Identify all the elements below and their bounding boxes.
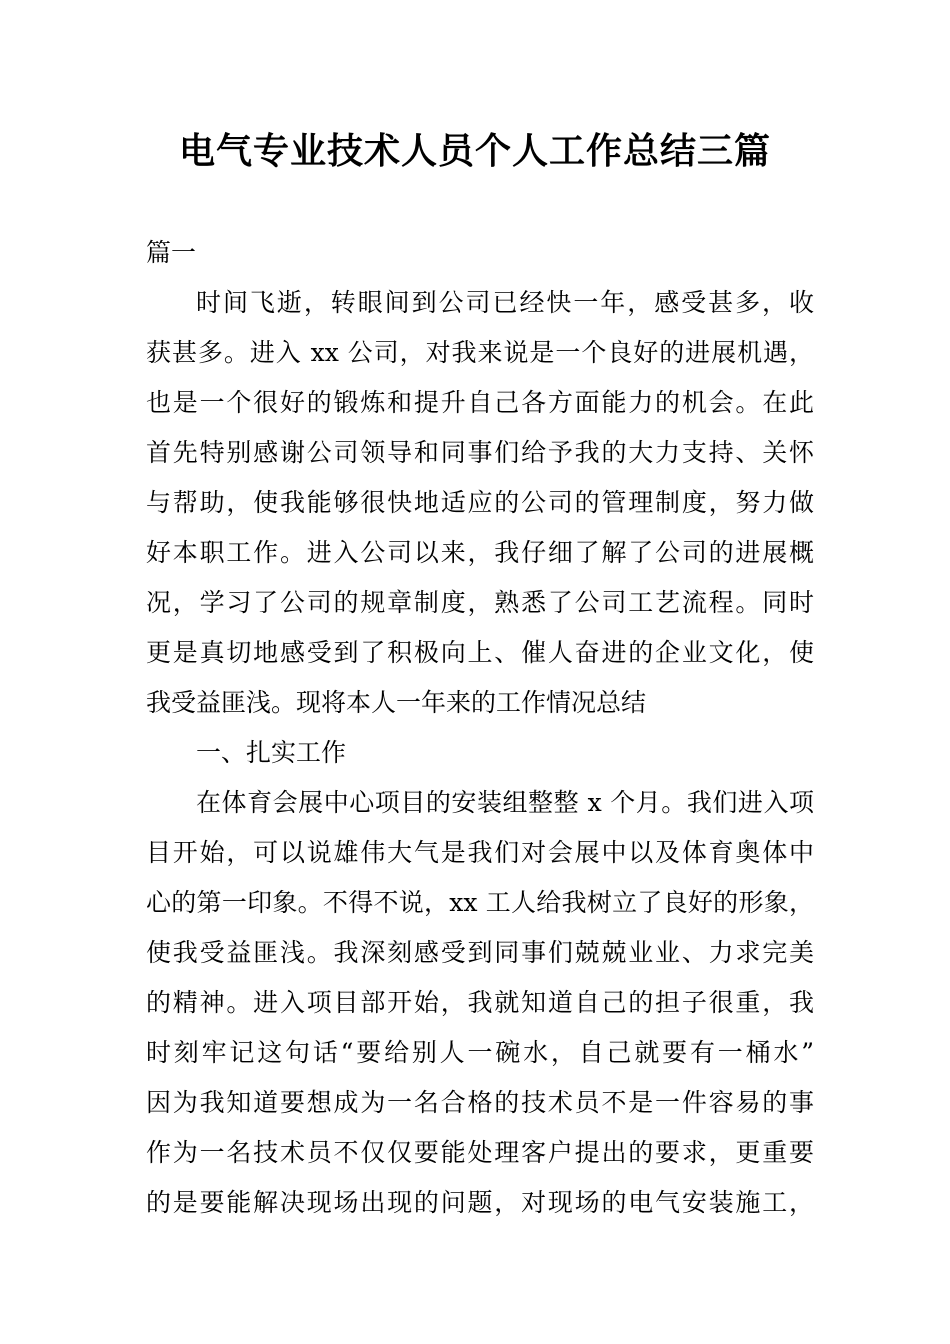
paragraph-line: 获甚多。进入 xx 公司，对我来说是一个良好的进展机遇， [146,338,814,367]
paragraph-line: 我受益匪浅。现将本人一年来的工作情况总结 [146,688,647,717]
paragraph-line: 在体育会展中心项目的安装组整整 x 个月。我们进入项 [196,788,814,817]
paragraph-line: 况，学习了公司的规章制度，熟悉了公司工艺流程。同时 [146,588,814,617]
paragraph-line: 的是要能解决现场出现的问题，对现场的电气安装施工， [146,1188,814,1217]
paragraph-line: 首先特别感谢公司领导和同事们给予我的大力支持、关怀 [146,438,814,467]
paragraph-line: 与帮助，使我能够很快地适应的公司的管理制度，努力做 [146,488,814,517]
section-label: 篇一 [146,238,197,267]
paragraph-line: 的精神。进入项目部开始，我就知道自己的担子很重，我 [146,988,814,1017]
paragraph-line: 目开始，可以说雄伟大气是我们对会展中以及体育奥体中 [146,838,814,867]
paragraph-line: 时刻牢记这句话“要给别人一碗水，自己就要有一桶水” [146,1038,814,1067]
section-heading: 一、扎实工作 [196,738,347,767]
paragraph-line: 也是一个很好的锻炼和提升自己各方面能力的机会。在此 [146,388,814,417]
paragraph-line: 更是真切地感受到了积极向上、催人奋进的企业文化，使 [146,638,814,667]
paragraph-line: 使我受益匪浅。我深刻感受到同事们兢兢业业、力求完美 [146,938,814,967]
paragraph-line: 作为一名技术员不仅仅要能处理客户提出的要求，更重要 [146,1138,814,1167]
paragraph-line: 好本职工作。进入公司以来，我仔细了解了公司的进展概 [146,538,814,567]
document-body [146,228,814,1228]
paragraph-line: 时间飞逝，转眼间到公司已经快一年，感受甚多，收 [196,288,814,317]
document-title: 电气专业技术人员个人工作总结三篇 [178,131,771,172]
paragraph-line: 因为我知道要想成为一名合格的技术员不是一件容易的事 [146,1088,814,1117]
paragraph-line: 心的第一印象。不得不说，xx 工人给我树立了良好的形象， [146,888,814,917]
